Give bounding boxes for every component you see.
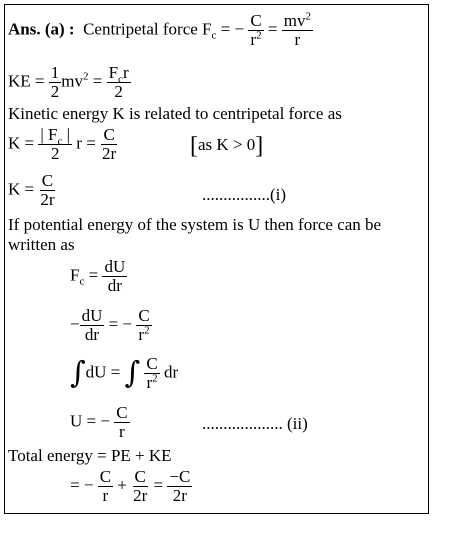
fraction-mv2-over-r: $\frac{mv^2}{r}$ [283, 10, 311, 49]
fraction-du-dr: $\frac{dU}{dr}$ [104, 257, 126, 295]
ke-relation-text: Kinetic energy K is related to centripetal force as [8, 104, 342, 123]
line-u: U = − $\frac{C}{r}$ [70, 403, 128, 441]
fraction-fcr-over-2: $\frac{F_cr}{2}$ [108, 63, 129, 101]
equation-i-label: ................(i) [202, 185, 287, 204]
total-energy-text: Total energy = PE + KE [8, 446, 172, 465]
fraction-c-over-r: $\frac{C}{r}$ [116, 403, 128, 441]
line-k-abs: K = $\frac{| F_c |}{2}$ r = $\frac{C}{2r}$ [8, 125, 117, 163]
intro-text: Centripetal force F [83, 19, 212, 39]
line-ke: KE = $\frac{1}{2}$ $mv^2$ = $\frac{F_cr}{2}$ [8, 63, 129, 101]
fraction-du-dr-b: $\frac{dU}{dr}$ [81, 306, 103, 344]
line-total-result: = − $\frac{C}{r}$ + $\frac{C}{2r}$ = $\frac{-C}{2r}$ [70, 467, 191, 505]
fraction-c-over-r2: $\frac{C}{r^2}$ [250, 11, 262, 49]
fraction-c-over-r2-c: $\frac{C}{r^2}$ [146, 354, 158, 392]
condition-bracket: [as K > 0] [190, 133, 264, 159]
fraction-c-over-2r-c: $\frac{C}{2r}$ [133, 467, 148, 505]
fraction-c-over-2r: $\frac{C}{2r}$ [102, 125, 117, 163]
fraction-c-over-2r-b: $\frac{C}{2r}$ [40, 171, 55, 209]
line-centripetal-force: Ans. (a) : Centripetal force $F_c$ = − $\frac{C}{r^2}$ = $\frac{mv^2}{r}$ [8, 10, 311, 49]
integral-sign-2: ∫ [124, 355, 141, 391]
line-fc-du-dr: $F_c$ = $\frac{dU}{dr}$ [70, 257, 126, 295]
line-k-result: K = $\frac{C}{2r}$ [8, 171, 55, 209]
line-neg-du-dr: − $\frac{dU}{dr}$ = − $\frac{C}{r^2}$ [70, 306, 150, 344]
answer-label: Ans. (a) : [8, 19, 75, 39]
fraction-abs-fc: $\frac{| F_c |}{2}$ [40, 125, 71, 163]
potential-text: If potential energy of the system is U then force can be written as [8, 215, 382, 255]
integral-sign: ∫ [70, 355, 86, 391]
fraction-neg-c-over-2r: $\frac{-C}{2r}$ [169, 467, 191, 505]
equation-ii-label: ................... (ii) [202, 414, 308, 433]
line-integral: ∫dU = ∫ $\frac{C}{r^2}$ dr [70, 354, 179, 392]
fraction-half: $\frac{1}{2}$ [50, 63, 60, 101]
fraction-c-over-r-b: $\frac{C}{r}$ [99, 467, 112, 505]
fraction-c-over-r2-b: $\frac{C}{r^2}$ [138, 306, 150, 344]
